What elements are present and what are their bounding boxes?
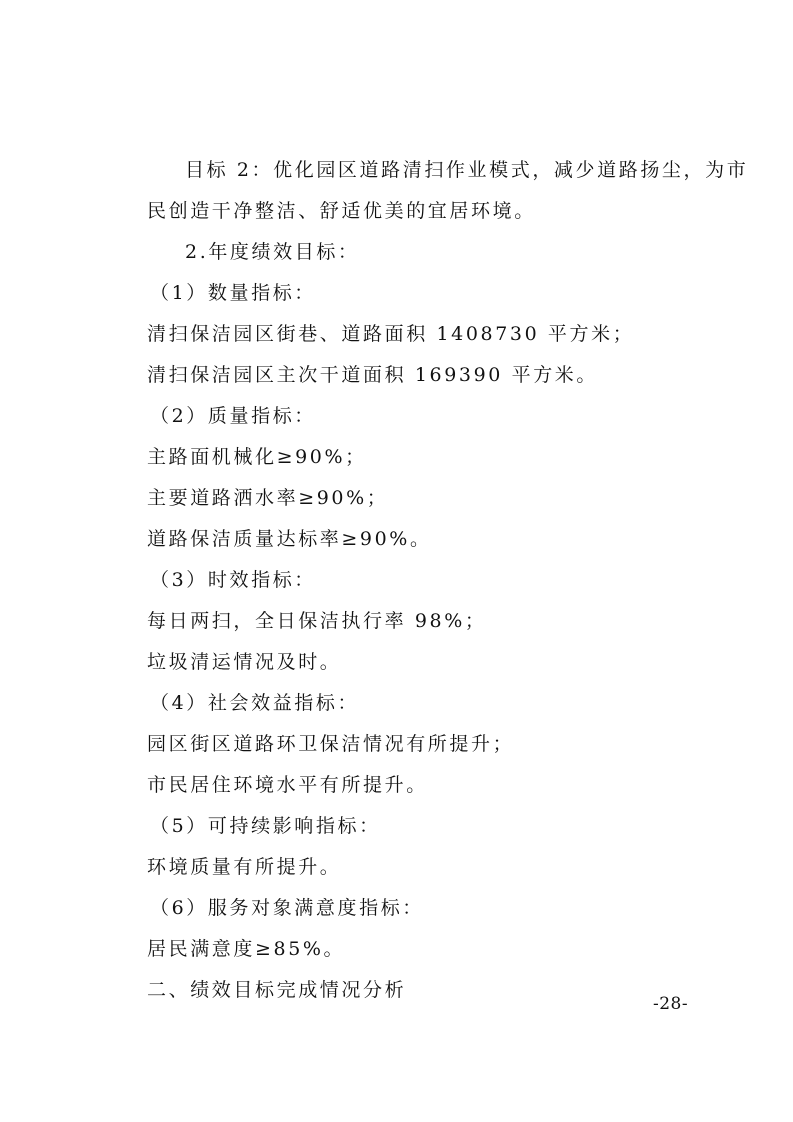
quality-indicator-cleaning-standard: 道路保洁质量达标率≥90%。 xyxy=(147,528,432,550)
paragraph-goal-2-line-1: 目标 2：优化园区道路清扫作业模式，减少道路扬尘，为市 xyxy=(185,159,749,181)
quality-indicator-watering-rate: 主要道路洒水率≥90%； xyxy=(147,487,389,509)
heading-quality-indicators: （2）质量指标： xyxy=(150,405,316,427)
heading-social-benefit-indicators: （4）社会效益指标： xyxy=(150,692,360,714)
quality-indicator-mechanization: 主路面机械化≥90%； xyxy=(147,446,367,468)
timeliness-indicator-garbage-clearance: 垃圾清运情况及时。 xyxy=(147,651,342,673)
section-annual-performance-goals: 2.年度绩效目标： xyxy=(185,241,360,263)
heading-quantity-indicators: （1）数量指标： xyxy=(150,282,316,304)
satisfaction-indicator-residents: 居民满意度≥85%。 xyxy=(147,938,346,960)
quantity-indicator-streets-area: 清扫保洁园区街巷、道路面积 1408730 平方米； xyxy=(147,323,635,345)
social-benefit-street-cleaning: 园区街区道路环卫保洁情况有所提升； xyxy=(147,733,515,755)
heading-timeliness-indicators: （3）时效指标： xyxy=(150,569,316,591)
timeliness-indicator-daily-sweeping: 每日两扫，全日保洁执行率 98%； xyxy=(147,610,487,632)
section-performance-analysis: 二、绩效目标完成情况分析 xyxy=(147,979,407,1001)
social-benefit-living-environment: 市民居住环境水平有所提升。 xyxy=(147,774,428,796)
page-number: -28- xyxy=(653,994,689,1014)
heading-satisfaction-indicators: （6）服务对象满意度指标： xyxy=(150,897,424,919)
paragraph-goal-2-line-2: 民创造干净整洁、舒适优美的宜居环境。 xyxy=(147,200,536,222)
quantity-indicator-main-roads-area: 清扫保洁园区主次干道面积 169390 平方米。 xyxy=(147,364,599,386)
sustainable-impact-environment-quality: 环境质量有所提升。 xyxy=(147,856,342,878)
heading-sustainable-impact-indicators: （5）可持续影响指标： xyxy=(150,815,381,837)
